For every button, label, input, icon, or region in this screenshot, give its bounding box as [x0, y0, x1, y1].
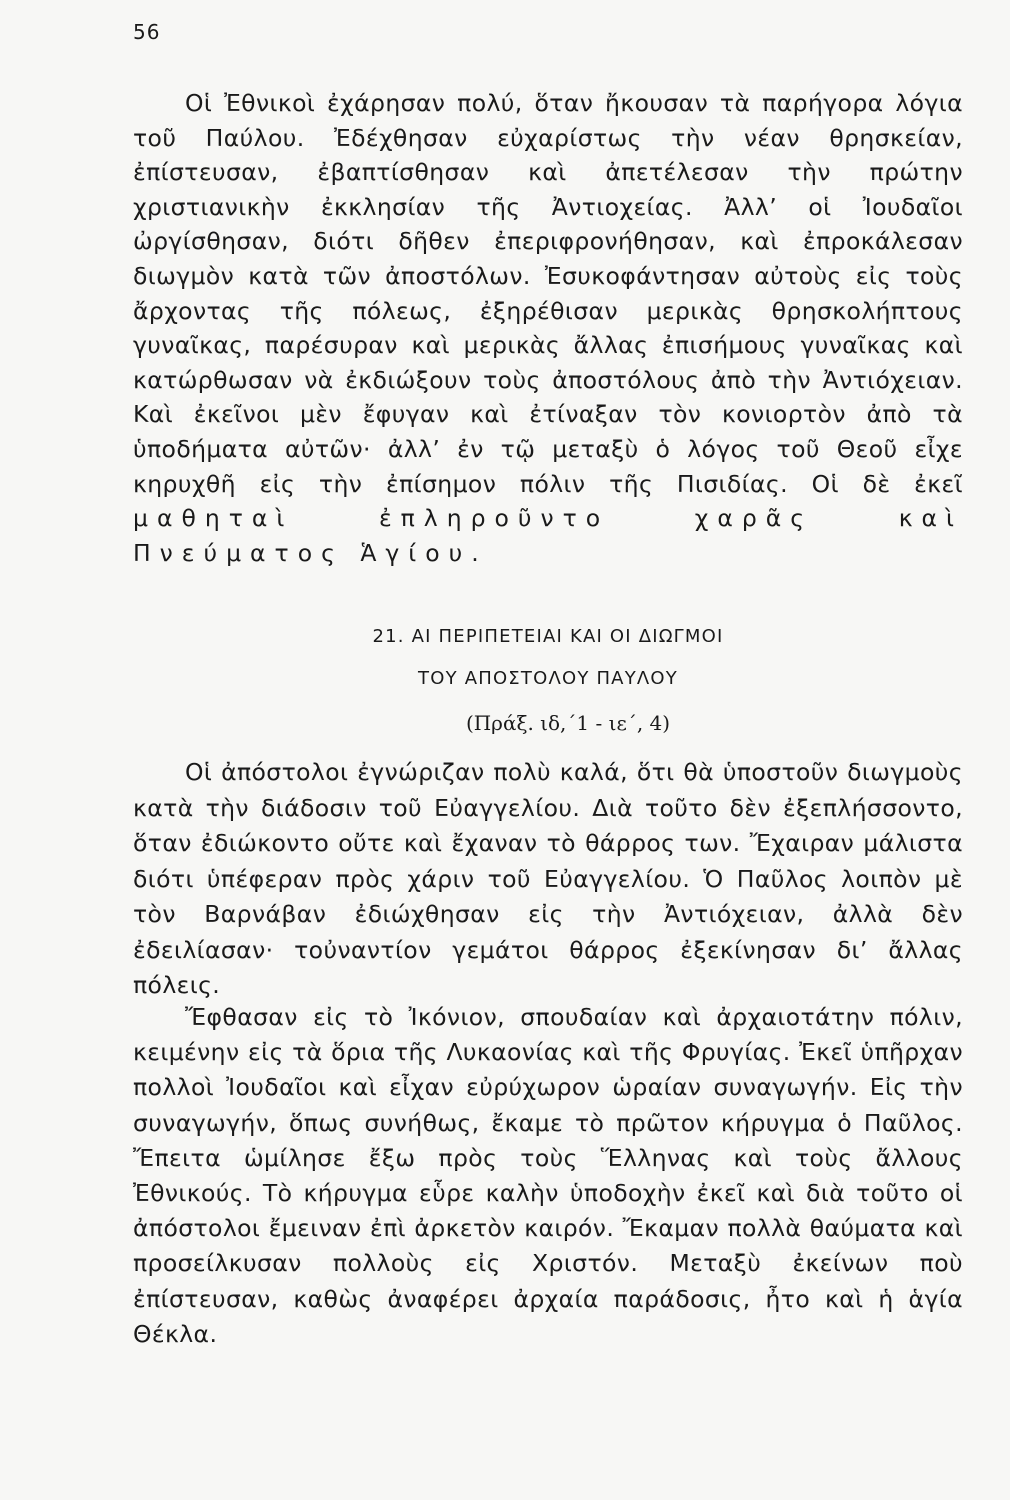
section-heading-line-2: ΤΟΥ ΑΠΟΣΤΟΛΟΥ ΠΑΥΛΟΥ: [418, 668, 678, 689]
paragraph-2-text: Οἱ ἀπόστολοι ἐγνώριζαν πολὺ καλά, ὅτι θὰ ὑποστοῦν διωγμοὺς κατὰ τὴν διάδοσιν τοῦ Εὐαγγελίου. Διὰ τοῦτο δὲν ἐξεπλήσσοντο, ὅταν ἐδιώκοντο οὔτε καὶ ἔχαναν τὸ θάρρος των. Ἔχαιραν μάλιστα διότι ὑπέφεραν πρὸς χάριν τοῦ Εὐαγγελίου. Ὁ Παῦλος λοιπὸν μὲ τὸν Βαρνάβαν ἐδιώχθησαν εἰς τὴν Ἀντιόχειαν, ἀλλὰ δὲν ἐδειλίασαν· τοὐναντίον γεμάτοι θάρρος ἐξεκίνησαν δι’ ἄλλας πόλεις.: [133, 758, 963, 999]
paragraph-1-body: Οἱ Ἐθνικοὶ ἐχάρησαν πολύ, ὅταν ἤκουσαν τὰ παρήγορα λόγια τοῦ Παύλου. Ἐδέχθησαν εὐχαρίστως τὴν νέαν θρησκείαν, ἐπίστευσαν, ἐβαπτίσθησαν καὶ ἀπετέλεσαν τὴν πρώτην χριστιανικὴν ἐκκλησίαν τῆς Ἀντιοχείας. Ἀλλ’ οἱ Ἰουδαῖοι ὠργίσθησαν, διότι δῆθεν ἐπεριφρονήθησαν, καὶ ἐπροκάλεσαν διωγμὸν κατὰ τῶν ἀποστόλων. Ἐσυκοφάντησαν αὐτοὺς εἰς τοὺς ἄρχοντας τῆς πόλεως, ἐξηρέθισαν μερικὰς θρησκολήπτους γυναῖκας, παρέσυραν καὶ μερικὰς ἄλλας ἐπισήμους γυναῖκας καὶ κατώρθωσαν νὰ ἐκδιώξουν τοὺς ἀποστόλους ἀπὸ τὴν Ἀντιόχειαν. Καὶ ἐκεῖνοι μὲν ἔφυγαν καὶ ἐτίναξαν τὸν κονιορτὸν ἀπὸ τὰ ὑποδήματα αὐτῶν· ἀλλ’ ἐν τῷ μεταξὺ ὁ λόγος τοῦ Θεοῦ εἶχε κηρυχθῆ εἰς τὴν ἐπίσημον πόλιν τῆς Πισιδίας. Οἱ δὲ ἐκεῖ: [133, 89, 963, 498]
paragraph-3-text: Ἔφθασαν εἰς τὸ Ἰκόνιον, σπουδαίαν καὶ ἀρχαιοτάτην πόλιν, κειμένην εἰς τὰ ὅρια τῆς Λυκαονίας καὶ τῆς Φρυγίας. Ἐκεῖ ὑπῆρχαν πολλοὶ Ἰουδαῖοι καὶ εἶχαν εὐρύχωρον ὡραίαν συναγωγήν. Εἰς τὴν συναγωγήν, ὅπως συνήθως, ἔκαμε τὸ πρῶτον κήρυγμα ὁ Παῦλος. Ἔπειτα ὡμίλησε ἔξω πρὸς τοὺς Ἕλληνας καὶ τοὺς ἄλλους Ἐθνικούς. Τὸ κήρυγμα εὗρε καλὴν ὑποδοχὴν ἐκεῖ καὶ διὰ τοῦτο οἱ ἀπόστολοι ἔμειναν ἐπὶ ἀρκετὸν καιρόν. Ἔκαμαν πολλὰ θαύματα καὶ προσείλκυσαν πολλοὺς εἰς Χριστόν. Μεταξὺ ἐκείνων ποὺ ἐπίστευσαν, καθὼς ἀναφέρει ἀρχαία παράδοσις, ἦτο καὶ ἡ ἁγία Θέκλα.: [133, 1003, 963, 1348]
paragraph-2: [133, 755, 963, 1004]
page-number: 56: [133, 20, 161, 44]
section-heading-line-1: 21. ΑΙ ΠΕΡΙΠΕΤΕΙΑΙ ΚΑΙ ΟΙ ΔΙΩΓΜΟΙ: [372, 626, 724, 647]
paragraph-3: [133, 1000, 963, 1352]
scripture-reference: (Πράξ. ιδ,΄1 - ιε΄, 4): [465, 711, 671, 735]
section-heading: [133, 622, 963, 738]
paragraph-1-text: [133, 86, 963, 570]
paragraph-1-spaced-emphasis: μαθηταὶ ἐπληροῦντο χαρᾶς καὶ Πνεύματος Ἁγίου.: [133, 504, 963, 567]
paragraph-1: [133, 86, 963, 570]
